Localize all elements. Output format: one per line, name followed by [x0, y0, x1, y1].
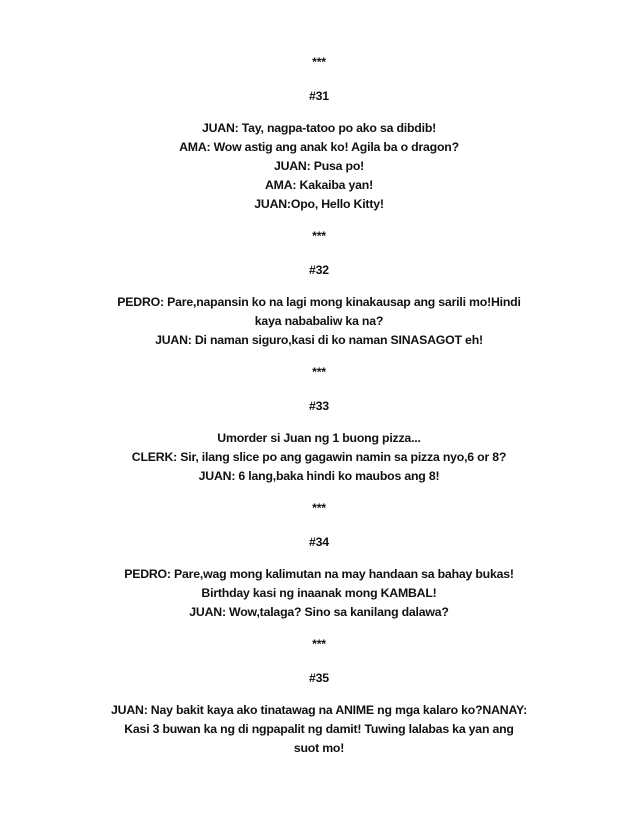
joke-number: #33: [309, 399, 329, 413]
dialogue-line: JUAN: 6 lang,baka hindi ko maubos ang 8!: [198, 469, 440, 483]
joke-body: [110, 701, 528, 758]
joke-number: #32: [309, 263, 329, 277]
joke-number: #34: [309, 535, 329, 549]
dialogue-line: kaya nababaliw ka na?: [254, 314, 384, 328]
joke-column: [110, 52, 528, 770]
dialogue-line: AMA: Wow astig ang anak ko! Agila ba o dragon?: [179, 140, 459, 154]
dialogue-line: PEDRO: Pare,napansin ko na lagi mong kinakausap ang sarili mo!Hindi: [117, 295, 521, 309]
joke-34: [110, 532, 528, 622]
separator: ***: [312, 229, 326, 243]
joke-body: [110, 119, 528, 214]
joke-number: #35: [309, 671, 329, 685]
joke-body: [110, 293, 528, 350]
joke-35: [110, 668, 528, 758]
joke-body: [110, 429, 528, 486]
joke-number: #31: [309, 89, 329, 103]
separator: ***: [312, 501, 326, 515]
dialogue-line: PEDRO: Pare,wag mong kalimutan na may handaan sa bahay bukas!: [124, 567, 514, 581]
separator: ***: [312, 55, 326, 69]
joke-31: [110, 86, 528, 214]
joke-body: [110, 565, 528, 622]
separator: ***: [312, 365, 326, 379]
dialogue-line: Birthday kasi ng inaanak mong KAMBAL!: [201, 586, 437, 600]
dialogue-line: JUAN: Nay bakit kaya ako tinatawag na ANIME ng mga kalaro ko?NANAY:: [111, 703, 527, 717]
separator: ***: [312, 637, 326, 651]
joke-32: [110, 260, 528, 350]
dialogue-line: JUAN: Pusa po!: [273, 159, 365, 173]
dialogue-line: AMA: Kakaiba yan!: [265, 178, 373, 192]
dialogue-line: Umorder si Juan ng 1 buong pizza...: [217, 431, 421, 445]
dialogue-line: suot mo!: [293, 741, 345, 755]
dialogue-line: JUAN: Di naman siguro,kasi di ko naman SINASAGOT eh!: [155, 333, 483, 347]
dialogue-line: JUAN: Tay, nagpa-tatoo po ako sa dibdib!: [201, 121, 437, 135]
joke-33: [110, 396, 528, 486]
dialogue-line: CLERK: Sir, ilang slice po ang gagawin namin sa pizza nyo,6 or 8?: [131, 450, 507, 464]
dialogue-line: JUAN:Opo, Hello Kitty!: [254, 197, 384, 211]
dialogue-line: Kasi 3 buwan ka ng di ngpapalit ng damit! Tuwing lalabas ka yan ang: [124, 722, 514, 736]
dialogue-line: JUAN: Wow,talaga? Sino sa kanilang dalawa?: [189, 605, 449, 619]
